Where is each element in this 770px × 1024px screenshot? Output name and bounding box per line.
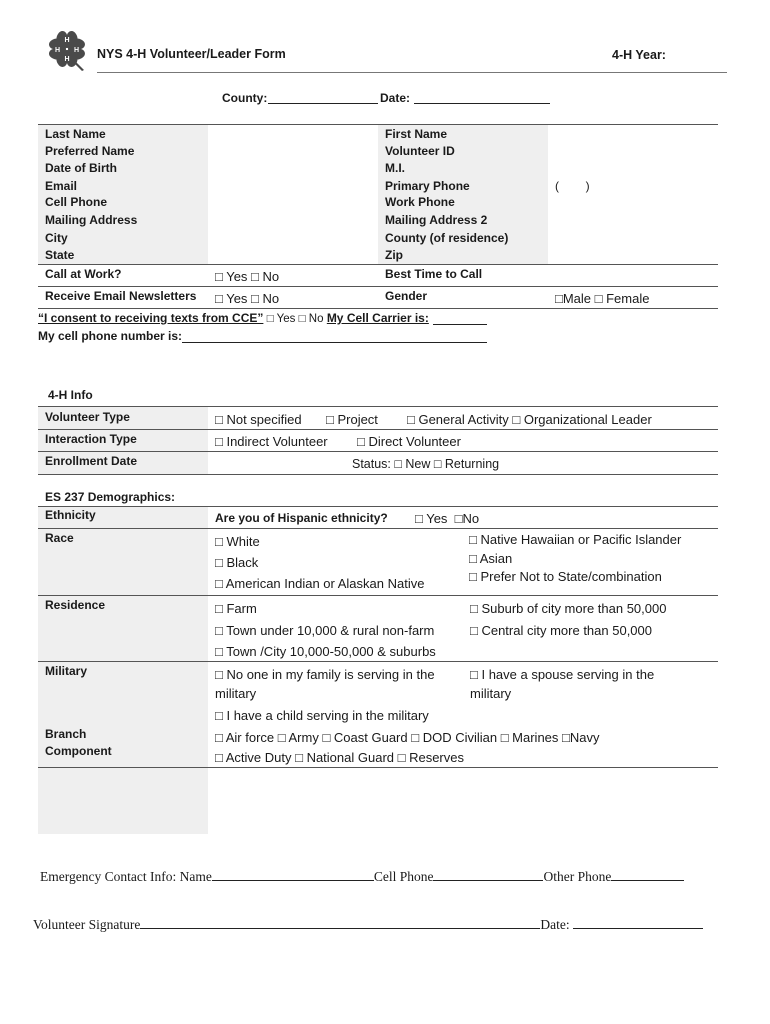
gender-label: Gender	[385, 289, 428, 303]
best-time-label: Best Time to Call	[385, 267, 483, 281]
residence-town-under-10000[interactable]: □ Town under 10,000 & rural non-farm	[215, 623, 435, 638]
zip-label: Zip	[385, 248, 403, 262]
header-rule	[97, 72, 727, 73]
volunteer-type-project[interactable]: □ Project	[326, 412, 378, 427]
preferred-name-label: Preferred Name	[45, 144, 135, 158]
component-label: Component	[45, 744, 112, 758]
demo-rule-ethnicity	[38, 528, 718, 529]
demographics-heading: ES 237 Demographics:	[45, 490, 176, 504]
interaction-direct[interactable]: □ Direct Volunteer	[357, 434, 461, 449]
military-no-one[interactable]: □ No one in my family is serving in the	[215, 667, 435, 682]
middle-initial-label: M.I.	[385, 161, 405, 175]
first-name-label: First Name	[385, 127, 448, 141]
info-rule-2	[38, 451, 718, 452]
signature-date-label: Date:	[540, 917, 570, 932]
row-city-county	[38, 230, 718, 247]
call-at-work-label: Call at Work?	[45, 267, 122, 281]
military-spouse-cont: military	[470, 686, 512, 701]
gender-options[interactable]: □Male □ Female	[555, 291, 650, 306]
last-name-label: Last Name	[45, 127, 106, 141]
call-at-work-options[interactable]: □ Yes □ No	[215, 269, 280, 284]
info-heading: 4-H Info	[48, 388, 93, 402]
demo-top-rule	[38, 506, 718, 507]
work-phone-label: Work Phone	[385, 195, 455, 209]
date-label: Date:	[380, 91, 411, 105]
row-preferred-id	[38, 143, 718, 160]
emergency-name-label: Emergency Contact Info: Name	[40, 869, 212, 884]
info-bottom-rule	[38, 474, 718, 475]
residence-farm[interactable]: □ Farm	[215, 601, 257, 616]
signature-date-field[interactable]	[573, 916, 703, 929]
military-child[interactable]: □ I have a child serving in the military	[215, 708, 429, 723]
military-no-one-cont: military	[215, 686, 257, 701]
row-newsletters	[38, 288, 718, 305]
mailing-address-label: Mailing Address	[45, 213, 138, 227]
interaction-type-label: Interaction Type	[45, 432, 137, 446]
cell-phone-label: Cell Phone	[45, 195, 108, 209]
row-cell-work	[38, 194, 718, 211]
newsletters-label: Receive Email Newsletters	[45, 289, 197, 303]
race-native-hawaiian[interactable]: □ Native Hawaiian or Pacific Islander	[469, 532, 682, 547]
email-label: Email	[45, 179, 78, 193]
county-of-residence-label: County (of residence)	[385, 231, 509, 245]
volunteer-id-label: Volunteer ID	[385, 144, 455, 158]
row-last-first	[38, 126, 718, 143]
rule-call-work	[38, 264, 718, 265]
newsletters-options[interactable]: □ Yes □ No	[215, 291, 280, 306]
cell-number-field[interactable]	[182, 330, 487, 343]
svg-text:H: H	[64, 37, 70, 44]
volunteer-type-general-leader[interactable]: □ General Activity □ Organizational Leader	[407, 412, 652, 427]
carrier-label: My Cell Carrier is:	[326, 311, 429, 325]
svg-text:H: H	[55, 47, 61, 54]
row-state-zip	[38, 247, 718, 264]
row-mailing	[38, 212, 718, 229]
race-label: Race	[45, 531, 74, 545]
military-spouse[interactable]: □ I have a spouse serving in the	[470, 667, 655, 682]
race-black[interactable]: □ Black	[215, 555, 259, 570]
race-asian[interactable]: □ Asian	[469, 551, 513, 566]
signature-field[interactable]	[140, 916, 540, 929]
svg-text:H: H	[64, 56, 70, 63]
consent-text: “I consent to receiving texts from CCE”	[38, 311, 264, 325]
branch-options[interactable]: □ Air force □ Army □ Coast Guard □ DOD Civilian □ Marines □Navy	[215, 730, 600, 745]
component-options[interactable]: □ Active Duty □ National Guard □ Reserves	[215, 750, 464, 765]
svg-text:H: H	[74, 47, 80, 54]
row-dob-mi	[38, 160, 718, 177]
emergency-other-field[interactable]	[611, 868, 684, 881]
county-field[interactable]	[268, 91, 378, 104]
race-prefer-not[interactable]: □ Prefer Not to State/combination	[469, 569, 662, 584]
rule-newsletters	[38, 286, 718, 287]
emergency-contact-line	[40, 868, 684, 885]
emergency-other-label: Other Phone	[543, 869, 612, 884]
info-top-rule	[38, 406, 718, 407]
form-title: NYS 4-H Volunteer/Leader Form	[97, 47, 286, 61]
residence-label: Residence	[45, 598, 106, 612]
hispanic-question: Are you of Hispanic ethnicity?	[215, 511, 388, 525]
consent-line	[38, 310, 429, 328]
branch-label: Branch	[45, 727, 87, 741]
residence-town-city[interactable]: □ Town /City 10,000-50,000 & suburbs	[215, 644, 436, 659]
ethnicity-label: Ethnicity	[45, 508, 96, 522]
signature-label: Volunteer Signature	[33, 917, 141, 932]
year-label: 4-H Year:	[612, 48, 666, 62]
demo-rule-race	[38, 595, 718, 596]
demo-bottom-rule	[38, 767, 718, 768]
row-email-phone	[38, 178, 718, 195]
race-white[interactable]: □ White	[215, 534, 260, 549]
phone-area-code[interactable]: ( )	[555, 179, 590, 193]
4h-clover-logo	[44, 26, 90, 72]
consent-options[interactable]: □ Yes □ No	[266, 313, 324, 325]
table-top-rule	[38, 124, 718, 125]
carrier-field[interactable]	[433, 312, 487, 325]
volunteer-type-not-specified[interactable]: □ Not specified	[215, 412, 302, 427]
enrollment-date-label: Enrollment Date	[45, 454, 138, 468]
city-label: City	[45, 231, 68, 245]
date-of-birth-label: Date of Birth	[45, 161, 117, 175]
military-label: Military	[45, 664, 88, 678]
primary-phone-label: Primary Phone	[385, 179, 470, 193]
residence-suburb[interactable]: □ Suburb of city more than 50,000	[470, 601, 667, 616]
cell-number-label: My cell phone number is:	[38, 329, 183, 343]
volunteer-type-label: Volunteer Type	[45, 410, 130, 424]
status-options[interactable]: Status: □ New □ Returning	[352, 457, 500, 471]
hispanic-options[interactable]: □ Yes □No	[415, 511, 480, 526]
emergency-name-field[interactable]	[212, 868, 374, 881]
state-label: State	[45, 248, 75, 262]
residence-central-city[interactable]: □ Central city more than 50,000	[470, 623, 652, 638]
emergency-cell-field[interactable]	[433, 868, 543, 881]
info-rule-1	[38, 429, 718, 430]
date-field[interactable]	[414, 91, 550, 104]
row-call-work	[38, 266, 718, 283]
mailing-address-2-label: Mailing Address 2	[385, 213, 488, 227]
race-american-indian[interactable]: □ American Indian or Alaskan Native	[215, 576, 425, 591]
table-bottom-rule	[38, 308, 718, 309]
emergency-cell-label: Cell Phone	[373, 869, 434, 884]
signature-line	[33, 916, 703, 933]
interaction-indirect[interactable]: □ Indirect Volunteer	[215, 434, 328, 449]
county-label: County:	[222, 91, 268, 105]
demo-rule-residence	[38, 661, 718, 662]
